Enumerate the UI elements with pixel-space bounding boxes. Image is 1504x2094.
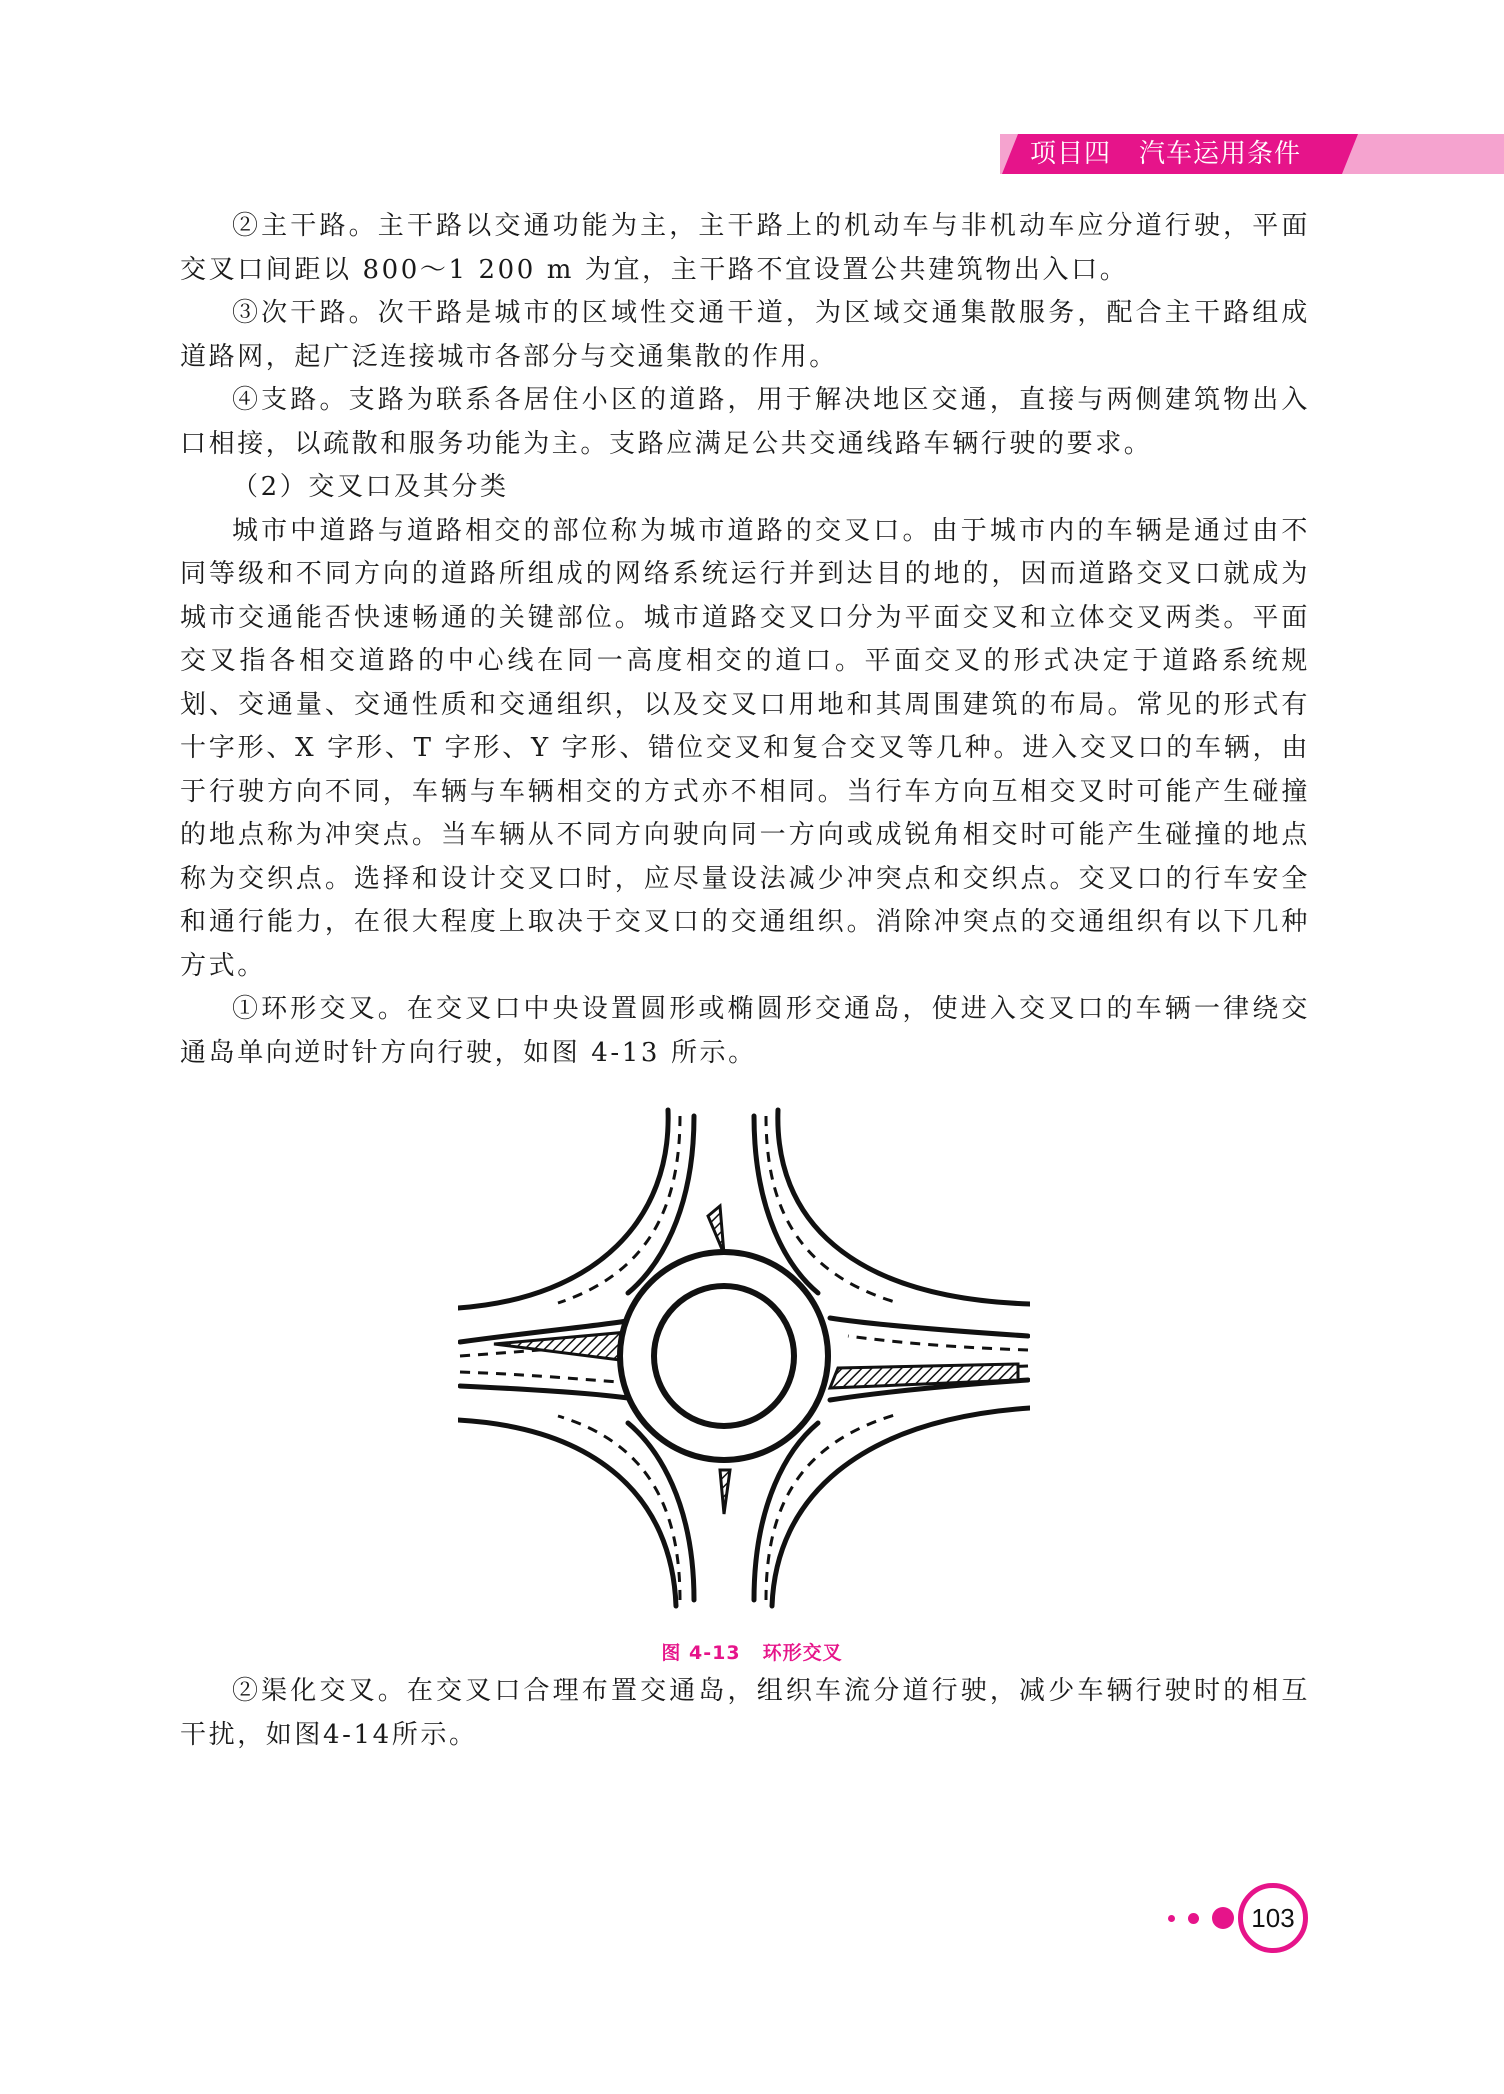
caption-number: 图 4-13 bbox=[661, 1642, 741, 1664]
header-project: 项目四 bbox=[1030, 139, 1112, 169]
island-south bbox=[720, 1470, 730, 1514]
pager-dot-large bbox=[1212, 1907, 1234, 1929]
page-number-badge bbox=[1160, 1880, 1320, 1960]
header-title: 汽车运用条件 bbox=[1139, 139, 1302, 169]
caption-title: 环形交叉 bbox=[762, 1642, 843, 1664]
pager-dot-small bbox=[1168, 1915, 1175, 1922]
running-header bbox=[1030, 134, 1301, 174]
paragraph-main-road: ②主干路。主干路以交通功能为主，主干路上的机动车与非机动车应分道行驶，平面交叉口间距以 800～1 200 m 为宜，主干路不宜设置公共建筑物出入口。 bbox=[180, 211, 1310, 285]
section-heading: （2）交叉口及其分类 bbox=[232, 472, 509, 502]
paragraph-intersection: 城市中道路与道路相交的部位称为城市道路的交叉口。由于城市内的车辆是通过由不同等级和不同方向的道路所组成的网络系统运行并到达目的地的，因而道路交叉口就成为城市交通能否快速畅通的关键部位。城市道路交叉口分为平面交叉和立体交叉两类。平面交叉指各相交道路的中心线在同一高度相交的道口。平面交叉的形式决定于道路系统规划、交通量、交通性质和交通组织，以及交叉口用地和其周围建筑的布局。常见的形式有十字形、X 字形、T 字形、Y 字形、错位交叉和复合交叉等几种。进入交叉口的车辆，由于行驶方向不同，车辆与车辆相交的方式亦不相同。当行车方向互相交叉时可能产生碰撞的地点称为冲突点。当车辆从不同方向驶向同一方向或成锐角相交时可能产生碰撞的地点称为交织点。选择和设计交叉口时，应尽量设法减少冲突点和交织点。交叉口的行车安全和通行能力，在很大程度上取决于交叉口的交通组织。消除冲突点的交通组织有以下几种方式。 bbox=[180, 515, 1310, 981]
paragraph-branch-road: ④支路。支路为联系各居住小区的道路，用于解决地区交通，直接与两侧建筑物出入口相接，以疏散和服务功能为主。支路应满足公共交通线路车辆行驶的要求。 bbox=[180, 385, 1310, 459]
roundabout-figure bbox=[458, 1098, 1030, 1618]
roundabout-diagram bbox=[458, 1098, 1030, 1618]
page-number: 103 bbox=[1238, 1883, 1308, 1953]
paragraph-channelized: ②渠化交叉。在交叉口合理布置交通岛，组织车流分道行驶，减少车辆行驶时的相互干扰，如图4-14所示。 bbox=[180, 1676, 1310, 1750]
body-text bbox=[180, 205, 1310, 1075]
pager-dot-medium bbox=[1188, 1913, 1199, 1924]
paragraph-roundabout: ①环形交叉。在交叉口中央设置圆形或椭圆形交通岛，使进入交叉口的车辆一律绕交通岛单向逆时针方向行驶，如图 4-13 所示。 bbox=[180, 994, 1310, 1068]
figure-caption bbox=[0, 1638, 1504, 1665]
paragraph-secondary-road: ③次干路。次干路是城市的区域性交通干道，为区域交通集散服务，配合主干路组成道路网，起广泛连接城市各部分与交通集散的作用。 bbox=[180, 298, 1310, 372]
island-north bbox=[708, 1206, 724, 1254]
body-text-continued bbox=[180, 1670, 1310, 1757]
central-island bbox=[654, 1286, 794, 1426]
